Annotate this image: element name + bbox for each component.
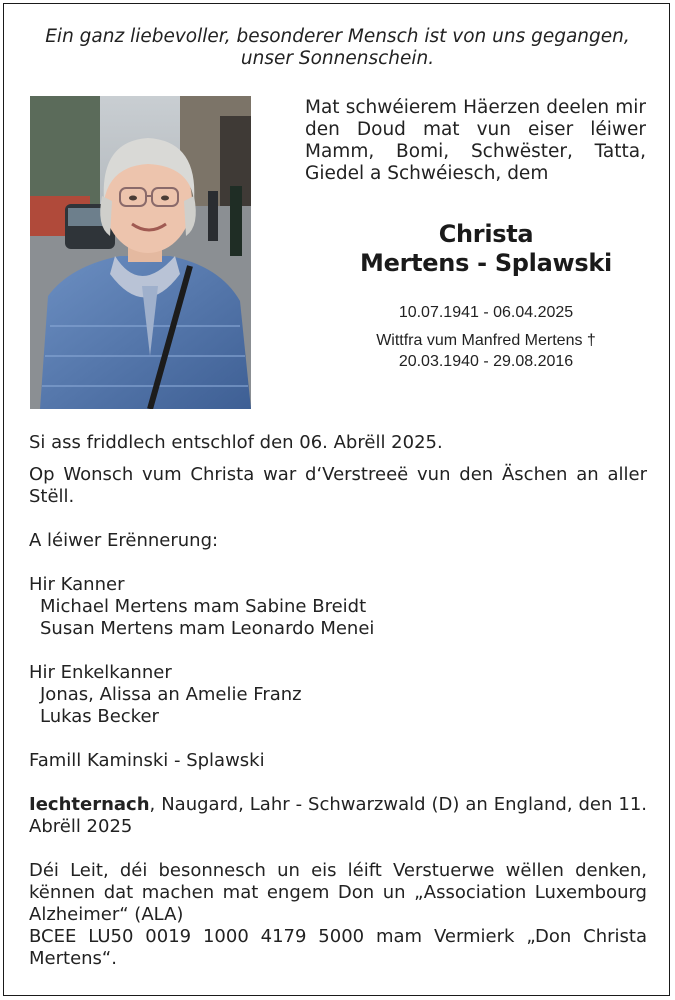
life-dates: 10.07.1941 - 06.04.2025 (398, 304, 574, 321)
memory-heading: A léiwer Erënnerung: (29, 530, 219, 551)
motto-line-2: unser Sonnenschein. (240, 48, 435, 69)
children-heading: Hir Kanner (29, 574, 125, 595)
family-line: Famill Kaminski - Splawski (29, 750, 265, 771)
child-item: Susan Mertens mam Leonardo Menei (40, 618, 375, 639)
grandchildren-heading: Hir Enkelkanner (29, 662, 172, 683)
notice-body (29, 432, 647, 970)
widow-of: Wittfra vum Manfred Mertens † (376, 332, 596, 349)
portrait-photo (30, 96, 251, 409)
donation-text: Déi Leit, déi besonnesch un eis léift Verstuerwe wëllen denken, kënnen dat machen mat engem Don un „Association Luxembourg Alzheimer“ (ALA) (29, 860, 647, 925)
intro-text: Mat schwéierem Häerzen deelen mir den Doud mat vun eiser léiwer Mamm, Bomi, Schwëster, Tatta, Giedel a Schwéiesch, dem (305, 97, 646, 184)
place-date (29, 794, 647, 838)
deceased-first-name: Christa (438, 220, 534, 248)
spouse-dates: 20.03.1940 - 29.08.2016 (398, 353, 574, 370)
deceased-last-name: Mertens - Splawski (360, 249, 612, 277)
donation-bank: BCEE LU50 0019 1000 4179 5000 mam Vermierk „Don Christa Mertens“. (29, 926, 647, 969)
grandchild-item: Jonas, Alissa an Amelie Franz (40, 684, 302, 705)
place-rest: , Naugard, Lahr - Schwarzwald (D) an England, den 11. Abrëll 2025 (29, 794, 647, 837)
motto-line-1: Ein ganz liebevoller, besonderer Mensch ist von uns gegangen, (45, 26, 630, 47)
passing-line: Si ass friddlech entschlof den 06. Abrëll 2025. (29, 432, 443, 453)
grandchild-item: Lukas Becker (40, 706, 159, 727)
place-name: Iechternach (29, 794, 150, 815)
child-item: Michael Mertens mam Sabine Breidt (40, 596, 367, 617)
wish-paragraph: Op Wonsch vum Christa war d‘Verstreeë vun den Äschen an aller Stëll. (29, 464, 647, 507)
dates-block (300, 302, 672, 372)
deceased-name (300, 220, 672, 278)
motto (0, 26, 675, 70)
